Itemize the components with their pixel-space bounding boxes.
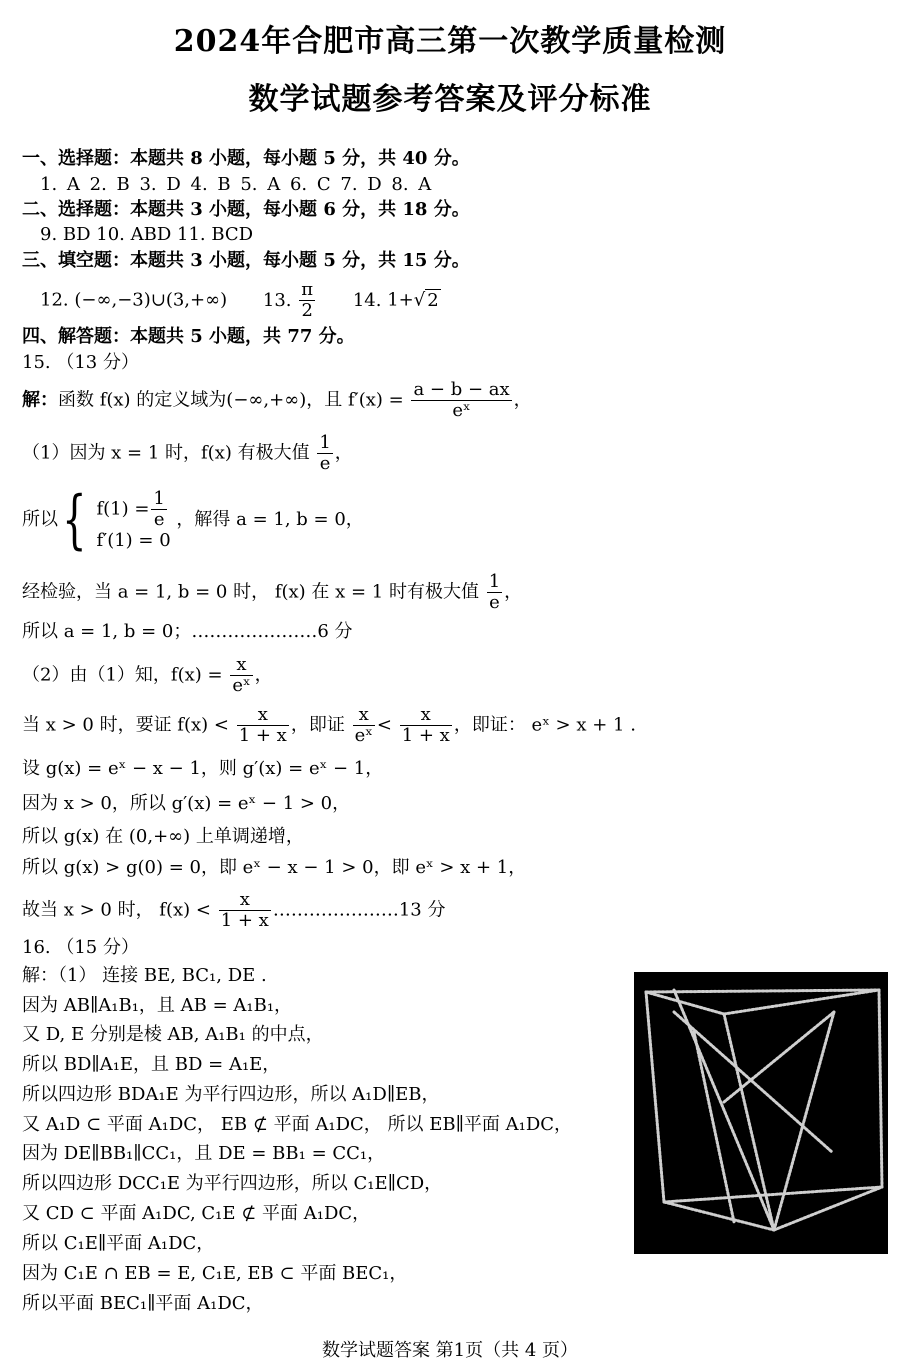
q15-line-9: 因为 x > 0，所以 g′(x) = eˣ − 1 > 0，	[22, 793, 351, 814]
q16-line-3: 又 D, E 分别是棱 AB, A₁B₁ 的中点，	[22, 1024, 324, 1045]
q16-line-8: 所以四边形 DCC₁E 为平行四边形，所以 C₁E∥CD，	[22, 1173, 443, 1194]
q15-line-3: 所以{ f(1) = $\frac{1}{e}$ f′(1) = 0 ，解得 a = 1, b = 0，	[22, 483, 364, 557]
section-3-title: 三、填空题：本题共 3 小题，每小题 5 分，共 15 分。	[22, 250, 470, 271]
section-2-title: 二、选择题：本题共 3 小题，每小题 6 分，共 18 分。	[22, 199, 470, 220]
q15-line-5: 所以 a = 1, b = 0；…………………6 分	[22, 621, 353, 642]
q15-line-2: （1）因为 x = 1 时，f(x) 有极大值 $\frac{1}{e}$ ，	[22, 432, 353, 474]
page-title: 2024年合肥市高三第一次教学质量检测	[173, 24, 727, 59]
fill-answers: 12. (−∞,−3)∪(3,+∞) 13. $\frac{\pi}{2}$ 14. 1+√ 2	[40, 279, 439, 321]
q16-line-11: 因为 C₁E ∩ EB = E, C₁E, EB ⊂ 平面 BEC₁，	[22, 1263, 408, 1284]
q16-line-1: 解：（1） 连接 BE, BC₁, DE .	[22, 965, 267, 986]
prism-figure-svg	[634, 972, 888, 1254]
q16-header: 16. （15 分）	[22, 937, 139, 958]
q16-line-9: 又 CD ⊂ 平面 A₁DC, C₁E ⊄ 平面 A₁DC，	[22, 1203, 371, 1224]
page-subtitle: 数学试题参考答案及评分标准	[248, 82, 652, 117]
q15-line-11: 所以 g(x) > g(0) = 0，即 eˣ − x − 1 > 0，即 eˣ > x + 1，	[22, 857, 527, 878]
q16-line-2: 因为 AB∥A₁B₁，且 AB = A₁B₁，	[22, 995, 293, 1016]
section-2-answers: 9. BD 10. ABD 11. BCD	[40, 224, 254, 245]
page-footer: 数学试题答案 第1页（共 4 页）	[321, 1340, 579, 1361]
q15-line-6: （2）由（1）知，f(x) = $\frac{x}{\text{eˣ}}$ ，	[22, 654, 273, 696]
q13-fraction: $\frac{\pi}{2}$	[301, 279, 314, 321]
q15-line-10: 所以 g(x) 在 (0,+∞) 上单调递增，	[22, 826, 304, 847]
q16-line-7: 因为 DE∥BB₁∥CC₁，且 DE = BB₁ = CC₁，	[22, 1143, 386, 1164]
q15-line-4: 经检验，当 a = 1, b = 0 时， f(x) 在 x = 1 时有极大值 $\frac{1}{e}$ ，	[22, 571, 523, 613]
section-1-answers: 1. A 2. B 3. D 4. B 5. A 6. C 7. D 8. A	[40, 174, 432, 195]
section-4-title: 四、解答题：本题共 5 小题，共 77 分。	[22, 326, 355, 347]
q15-line-8: 设 g(x) = eˣ − x − 1，则 g′(x) = eˣ − 1，	[22, 758, 384, 779]
q14-pre: 1+	[387, 289, 414, 311]
q15-line-1: 解：函数 f(x) 的定义域为(−∞,+∞)，且 f′(x) = $\frac{a - b - ax}{\text{eˣ}}$ ，	[22, 379, 532, 421]
q16-line-12: 所以平面 BEC₁∥平面 A₁DC，	[22, 1293, 264, 1314]
prism-figure	[634, 972, 888, 1254]
q15-header: 15. （13 分）	[22, 352, 139, 373]
q13-label: 13.	[262, 289, 292, 311]
q12-label: 12.	[40, 289, 69, 311]
section-1-title: 一、选择题：本题共 8 小题，每小题 5 分，共 40 分。	[22, 148, 470, 169]
q14-radicand: 2	[427, 289, 439, 311]
q16-line-4: 所以 BD∥A₁E，且 BD = A₁E，	[22, 1054, 281, 1075]
q16-line-5: 所以四边形 BDA₁E 为平行四边形，所以 A₁D∥EB，	[22, 1084, 440, 1105]
q16-line-6: 又 A₁D ⊂ 平面 A₁DC， EB ⊄ 平面 A₁DC， 所以 EB∥平面 A₁DC，	[22, 1114, 573, 1135]
q16-line-10: 所以 C₁E∥平面 A₁DC，	[22, 1233, 215, 1254]
q15-line-12: 故当 x > 0 时， f(x) < $\frac{x}{1 + x}$ …………………13 分	[22, 889, 446, 931]
q12-value: (−∞,−3)∪(3,+∞)	[74, 289, 228, 311]
q15-line-7: 当 x > 0 时，要证 f(x) < $\frac{x}{1 + x}$ ，即证 $\frac{x}{\text{eˣ}}$ < $\frac{x}{1 + x}$ ，即证： eˣ > x + 1 .	[22, 704, 636, 746]
q14-label: 14.	[352, 289, 382, 311]
